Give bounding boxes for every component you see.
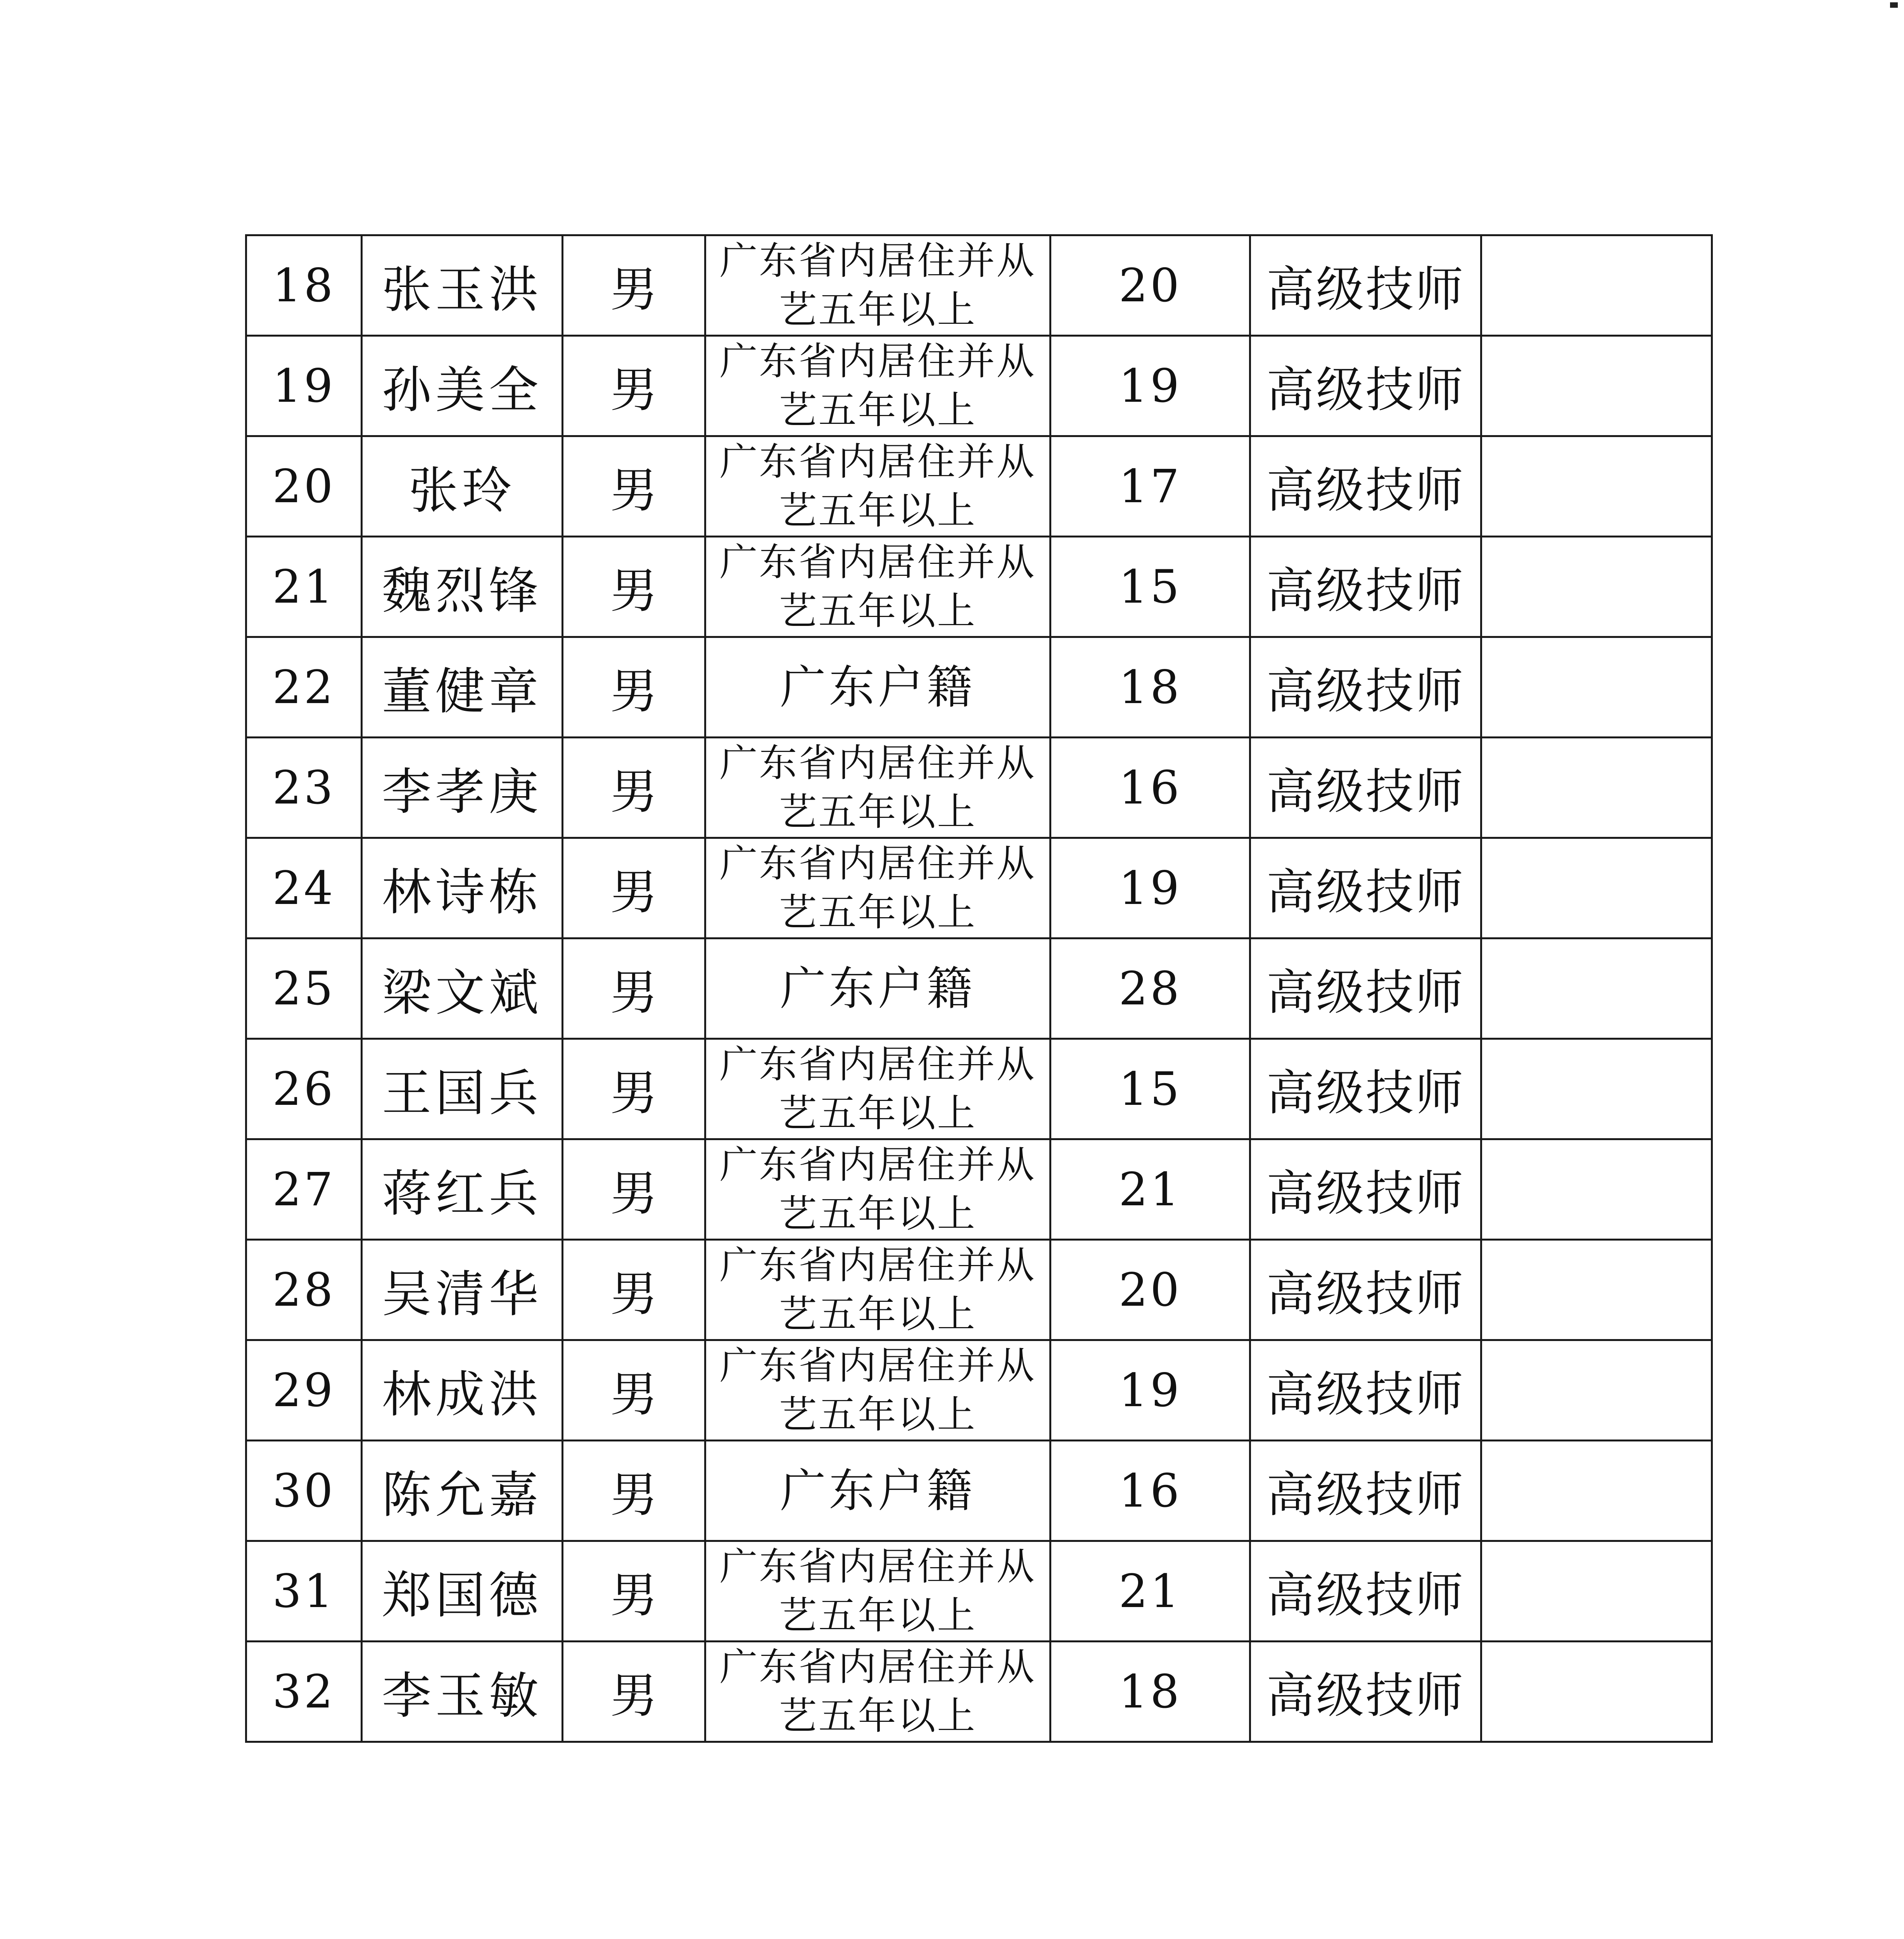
condition-cell [705,1240,1050,1340]
condition-line: 广东户籍 [780,660,976,714]
condition-cell [705,1039,1050,1139]
note-cell [1481,1441,1712,1541]
row-index-cell: 27 [246,1139,362,1240]
gender-cell: 男 [563,436,705,537]
gender-cell: 男 [563,537,705,637]
note-cell [1481,336,1712,436]
condition-cell [705,1541,1050,1642]
condition-line: 广东省内居住并从 [719,1545,1036,1589]
row-index-cell: 20 [246,436,362,537]
table-row [246,1541,1712,1642]
years-cell: 19 [1050,838,1250,938]
condition-cell [705,1441,1050,1541]
roster-table-body [246,235,1712,1742]
row-index-cell: 23 [246,738,362,838]
condition-cell [705,336,1050,436]
table-row [246,738,1712,838]
name-cell: 李玉敏 [362,1642,563,1742]
gender-cell: 男 [563,1240,705,1340]
condition-line: 广东省内居住并从 [719,741,1036,785]
condition-line: 艺五年以上 [779,1292,977,1336]
condition-cell [705,235,1050,336]
note-cell [1481,1340,1712,1441]
table-row [246,436,1712,537]
level-cell: 高级技师 [1250,235,1481,336]
level-cell: 高级技师 [1250,1340,1481,1441]
note-cell [1481,1642,1712,1742]
condition-line: 广东省内居住并从 [719,440,1036,484]
level-cell: 高级技师 [1250,1039,1481,1139]
name-cell: 梁文斌 [362,938,563,1039]
level-cell: 高级技师 [1250,1441,1481,1541]
years-cell: 15 [1050,1039,1250,1139]
condition-line: 艺五年以上 [779,388,977,432]
condition-cell [705,1139,1050,1240]
note-cell [1481,838,1712,938]
years-cell: 21 [1050,1541,1250,1642]
years-cell: 19 [1050,336,1250,436]
name-cell: 张玲 [362,436,563,537]
level-cell: 高级技师 [1250,537,1481,637]
row-index-cell: 22 [246,637,362,738]
condition-line: 艺五年以上 [779,890,977,935]
condition-line: 艺五年以上 [779,589,977,633]
level-cell: 高级技师 [1250,1240,1481,1340]
condition-line: 艺五年以上 [779,1091,977,1135]
note-cell [1481,637,1712,738]
level-cell: 高级技师 [1250,637,1481,738]
note-cell [1481,436,1712,537]
row-index-cell: 21 [246,537,362,637]
condition-line: 广东省内居住并从 [719,1143,1036,1187]
years-cell: 18 [1050,637,1250,738]
note-cell [1481,738,1712,838]
level-cell: 高级技师 [1250,1642,1481,1742]
level-cell: 高级技师 [1250,436,1481,537]
condition-cell [705,637,1050,738]
gender-cell: 男 [563,1541,705,1642]
condition-line: 广东省内居住并从 [719,540,1036,584]
table-row [246,1039,1712,1139]
condition-line: 艺五年以上 [779,1694,977,1738]
gender-cell: 男 [563,1340,705,1441]
condition-line: 广东省内居住并从 [719,1645,1036,1689]
years-cell: 16 [1050,738,1250,838]
table-row [246,838,1712,938]
note-cell [1481,235,1712,336]
name-cell: 林成洪 [362,1340,563,1441]
table-row [246,1441,1712,1541]
table-row [246,235,1712,336]
gender-cell: 男 [563,1039,705,1139]
level-cell: 高级技师 [1250,738,1481,838]
condition-line: 广东省内居住并从 [719,1344,1036,1388]
name-cell: 蒋红兵 [362,1139,563,1240]
gender-cell: 男 [563,1441,705,1541]
note-cell [1481,938,1712,1039]
name-cell: 郑国德 [362,1541,563,1642]
table-row [246,637,1712,738]
condition-cell [705,838,1050,938]
condition-line: 艺五年以上 [779,790,977,834]
row-index-cell: 29 [246,1340,362,1441]
years-cell: 19 [1050,1340,1250,1441]
table-row [246,1340,1712,1441]
level-cell: 高级技师 [1250,1139,1481,1240]
condition-cell [705,1340,1050,1441]
condition-line: 艺五年以上 [779,1192,977,1236]
name-cell: 林诗栋 [362,838,563,938]
name-cell: 吴清华 [362,1240,563,1340]
row-index-cell: 26 [246,1039,362,1139]
condition-line: 艺五年以上 [779,1593,977,1638]
years-cell: 28 [1050,938,1250,1039]
table-row [246,1240,1712,1340]
condition-line: 艺五年以上 [779,288,977,332]
note-cell [1481,537,1712,637]
years-cell: 18 [1050,1642,1250,1742]
scan-speck [1890,2,1898,8]
gender-cell: 男 [563,838,705,938]
name-cell: 张玉洪 [362,235,563,336]
condition-cell [705,738,1050,838]
condition-line: 广东省内居住并从 [719,1042,1036,1087]
name-cell: 魏烈锋 [362,537,563,637]
years-cell: 20 [1050,1240,1250,1340]
gender-cell: 男 [563,637,705,738]
roster-table [245,234,1713,1743]
condition-line: 广东省内居住并从 [719,239,1036,283]
gender-cell: 男 [563,1642,705,1742]
row-index-cell: 28 [246,1240,362,1340]
row-index-cell: 25 [246,938,362,1039]
condition-line: 广东户籍 [780,962,976,1015]
years-cell: 16 [1050,1441,1250,1541]
years-cell: 17 [1050,436,1250,537]
condition-cell [705,938,1050,1039]
row-index-cell: 19 [246,336,362,436]
gender-cell: 男 [563,336,705,436]
condition-line: 广东户籍 [780,1464,976,1517]
condition-line: 广东省内居住并从 [719,339,1036,384]
condition-line: 艺五年以上 [779,1393,977,1437]
name-cell: 孙美全 [362,336,563,436]
note-cell [1481,1039,1712,1139]
row-index-cell: 18 [246,235,362,336]
row-index-cell: 32 [246,1642,362,1742]
gender-cell: 男 [563,738,705,838]
years-cell: 21 [1050,1139,1250,1240]
gender-cell: 男 [563,938,705,1039]
level-cell: 高级技师 [1250,838,1481,938]
level-cell: 高级技师 [1250,938,1481,1039]
row-index-cell: 24 [246,838,362,938]
table-row [246,1642,1712,1742]
table-row [246,938,1712,1039]
table-row [246,1139,1712,1240]
condition-line: 广东省内居住并从 [719,1243,1036,1287]
row-index-cell: 30 [246,1441,362,1541]
table-row [246,537,1712,637]
note-cell [1481,1139,1712,1240]
years-cell: 15 [1050,537,1250,637]
name-cell: 王国兵 [362,1039,563,1139]
condition-cell [705,436,1050,537]
name-cell: 董健章 [362,637,563,738]
gender-cell: 男 [563,235,705,336]
level-cell: 高级技师 [1250,336,1481,436]
gender-cell: 男 [563,1139,705,1240]
condition-cell [705,1642,1050,1742]
condition-line: 广东省内居住并从 [719,842,1036,886]
years-cell: 20 [1050,235,1250,336]
name-cell: 陈允嘉 [362,1441,563,1541]
condition-cell [705,537,1050,637]
row-index-cell: 31 [246,1541,362,1642]
table-row [246,336,1712,436]
level-cell: 高级技师 [1250,1541,1481,1642]
name-cell: 李孝庚 [362,738,563,838]
condition-line: 艺五年以上 [779,489,977,533]
note-cell [1481,1541,1712,1642]
note-cell [1481,1240,1712,1340]
